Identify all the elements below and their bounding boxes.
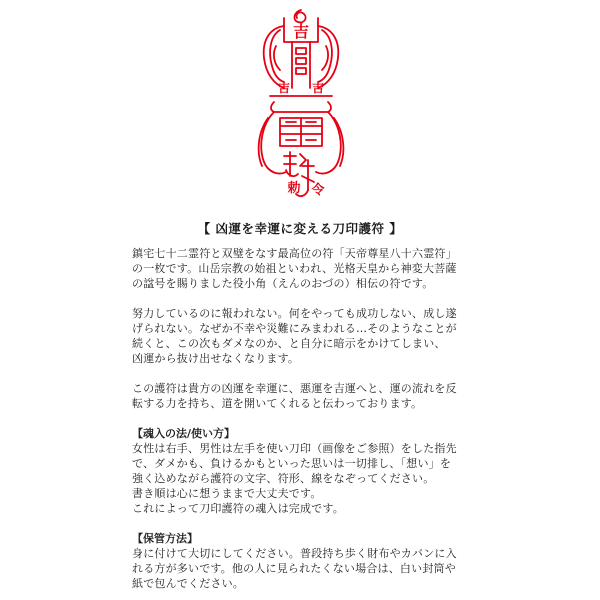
seal-char-choku: 勅 <box>287 181 301 196</box>
intro-line: 鎮宅七十二霊符と双璧をなす最高位の符「天帝尊星八十六霊符」 <box>132 247 457 260</box>
effect-line: 転する力を持ち、道を開いてくれると伝わっております。 <box>132 397 423 410</box>
usage-line: 女性は右手、男性は左手を使い刀印（画像をご参照）をした指先 <box>132 442 457 455</box>
effort-line: げられない。なぜか不幸や災難にみまわれる…そのようなことが <box>132 322 457 335</box>
seal-char-left: 吉 <box>277 81 291 95</box>
usage-line: これによって刀印護符の魂入は完成です。 <box>132 502 344 515</box>
usage-line: 強く込めながら護符の文字、符形、線をなぞってください。 <box>132 472 435 485</box>
article-body <box>132 246 477 591</box>
usage-heading: 【魂入の法/使い方】 <box>132 427 236 440</box>
intro-line: の諡号を賜りました役小角（えんのおづの）相伝の符です。 <box>132 277 434 290</box>
storage-line: れる方が多いです。他の人に見られたくない場合は、白い封筒や <box>132 562 456 575</box>
effort-line: 努力しているのに報われない。何をやっても成功しない、成し遂 <box>132 307 457 320</box>
storage-heading: 【保管方法】 <box>132 532 198 545</box>
usage-line: で、ダメかも、負けるかもといった思いは一切排し、「想い」を <box>132 457 452 470</box>
usage-line: 書き順は心に想うままで大丈夫です。 <box>132 487 322 500</box>
talisman-seal-graphic <box>240 6 362 202</box>
seal-char-right: 吉 <box>311 81 325 95</box>
seal-char-rei: 令 <box>311 183 325 198</box>
storage-line: 身に付けて大切にしてください。普段持ち歩く財布やカバンに入 <box>132 547 457 560</box>
effect-line: この護符は貴方の凶運を幸運に、悪運を吉運へと、運の流れを反 <box>132 382 457 395</box>
intro-line: の一枚です。山岳宗教の始祖といわれ、光格天皇から神変大菩薩 <box>132 262 457 275</box>
page-title: 【 凶運を幸運に変える刀印護符 】 <box>197 221 403 236</box>
effort-line: 凶運から抜け出せなくなります。 <box>132 352 300 365</box>
storage-line: 紙で包んでください。 <box>132 577 244 590</box>
seal-char-top: 吉 <box>292 22 310 41</box>
effort-line: 続くと、この次もダメなのか、と自分に暗示をかけてしまい、 <box>132 337 446 350</box>
talisman-seal <box>240 6 362 202</box>
